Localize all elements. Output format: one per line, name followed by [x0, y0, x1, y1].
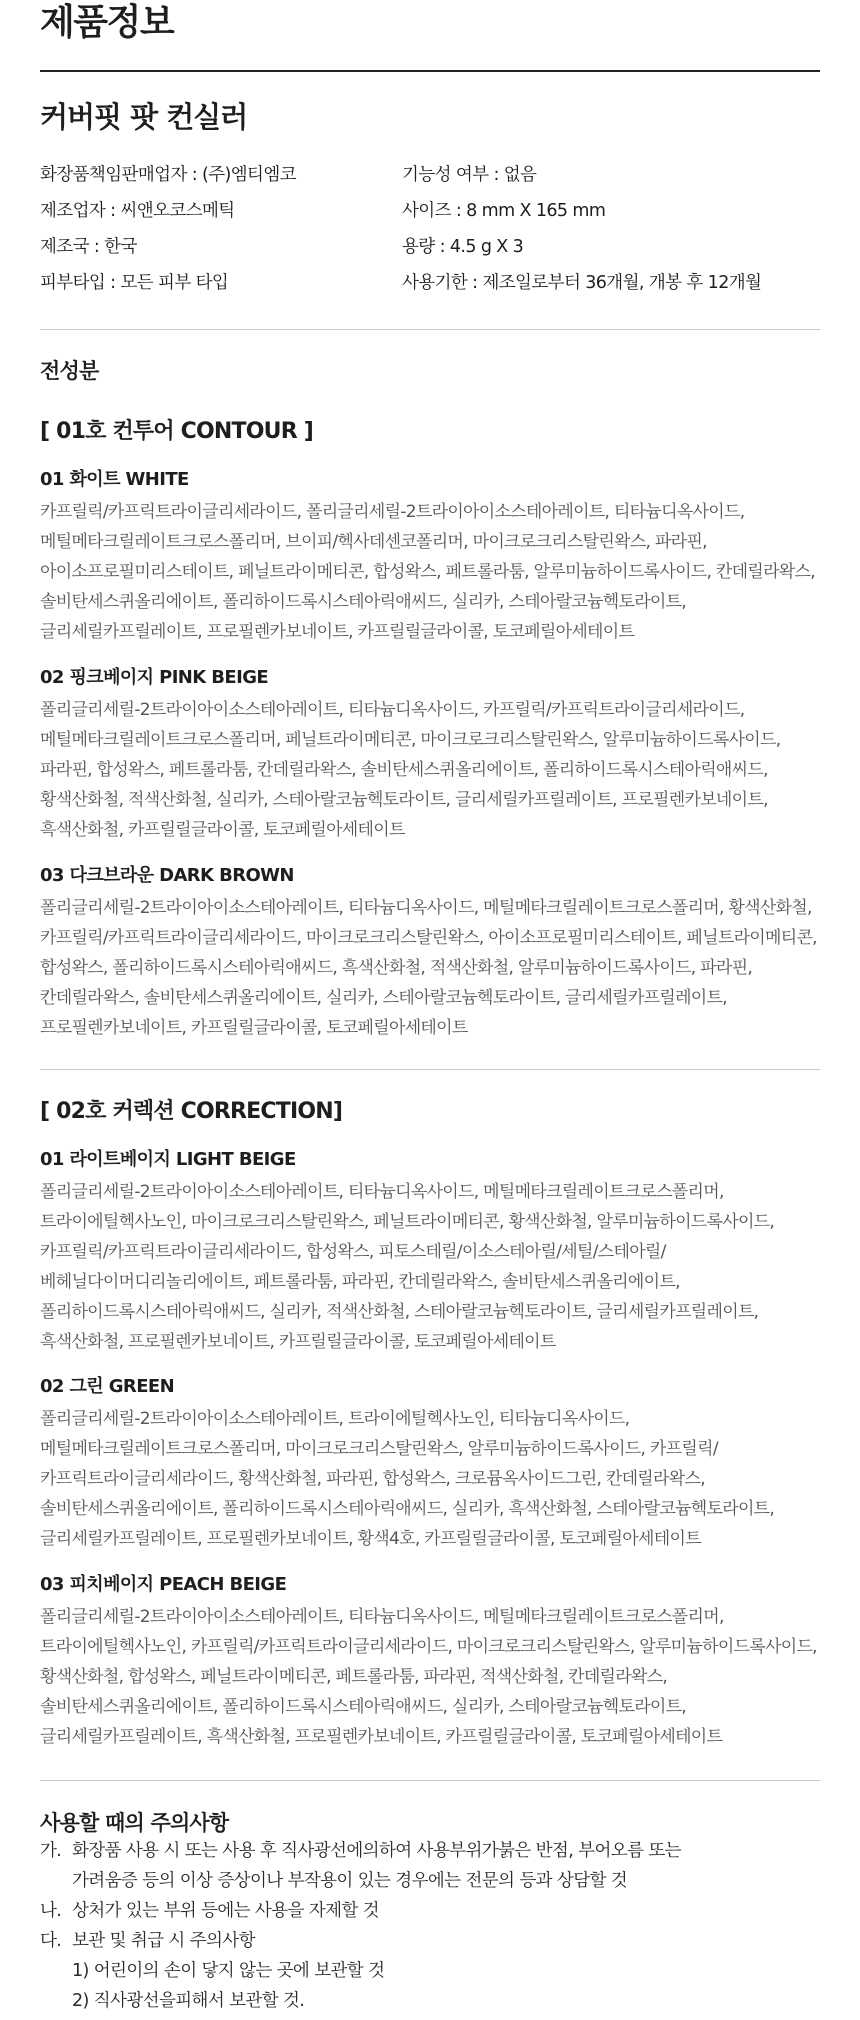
shade-name: 02 그린 GREEN — [40, 1376, 175, 1397]
spec-size: 사이즈 : 8 mm X 165 mm — [402, 201, 606, 221]
ingredient-list: 폴리글리세릴-2트라이아이소스테아레이트, 티타늄디옥사이드, 카프릴릭/카프릭트라이글리세라이드, 메틸메타크릴레이트크로스폴리머, 페닐트라이메티콘, 마이크로크리스탈린왁스, 알루미늄하이드록사이드, 파라핀, 합성왁스, 페트롤라툼, 칸데릴라왁스, 솔비탄세스퀴올리에이트, 폴리하이드록시스테아릭애씨드, 황색산화철, 적색산화철, 실리카, 스테아랄코늄헥토라이트, 글리세릴카프릴레이트, 프로필렌카보네이트, 흑색산화철, 카프릴릴글라이콜, 토코페릴아세테이트 — [40, 700, 781, 840]
spec-expiry: 사용기한 : 제조일로부터 36개월, 개봉 후 12개월 — [402, 273, 762, 293]
spec-country: 제조국 : 한국 — [40, 237, 137, 257]
page-title: 제품정보 — [40, 2, 174, 43]
caution-item — [40, 1896, 820, 1926]
cautions-heading: 사용할 때의 주의사항 — [40, 1811, 229, 1835]
group-title-correction: [ 02호 커렉션 CORRECTION] — [40, 1099, 343, 1124]
group-title-contour: [ 01호 컨투어 CONTOUR ] — [40, 419, 313, 444]
title-divider — [40, 70, 820, 72]
caution-text: 상처가 있는 부위 등에는 사용을 자제할 것 — [72, 1901, 379, 1921]
shade-name: 01 라이트베이지 LIGHT BEIGE — [40, 1149, 296, 1170]
caution-sub-item: 1) 어린이의 손이 닿지 않는 곳에 보관할 것 — [72, 1961, 385, 1981]
caution-sub-item: 2) 직사광선을피해서 보관할 것. — [72, 1991, 305, 2011]
caution-text: 가려움증 등의 이상 증상이나 부작용이 있는 경우에는 전문의 등과 상담할 것 — [72, 1871, 628, 1891]
shade-name: 03 피치베이지 PEACH BEIGE — [40, 1574, 287, 1595]
ingredient-list: 카프릴릭/카프릭트라이글리세라이드, 폴리글리세릴-2트라이아이소스테아레이트, 티타늄디옥사이드, 메틸메타크릴레이트크로스폴리머, 브이피/헥사데센코폴리머, 마이크로크리스탈린왁스, 파라핀, 아이소프로필미리스테이트, 페닐트라이메티콘, 합성왁스, 페트롤라툼, 알루미늄하이드록사이드, 칸데릴라왁스, 솔비탄세스퀴올리에이트, 폴리하이드록시스테아릭애씨드, 실리카, 스테아랄코늄헥토라이트, 글리세릴카프릴레이트, 프로필렌카보네이트, 카프릴릴글라이콜, 토코페릴아세테이트 — [40, 502, 815, 642]
ingredients-heading: 전성분 — [40, 359, 99, 383]
caution-text: 화장품 사용 시 또는 사용 후 직사광선에의하여 사용부위가붉은 반점, 부어오름 또는 — [72, 1841, 681, 1861]
shade-name: 03 다크브라운 DARK BROWN — [40, 865, 294, 886]
caution-marker: 다. — [40, 1931, 62, 1951]
shade-name: 02 핑크베이지 PINK BEIGE — [40, 667, 269, 688]
caution-item — [40, 1926, 820, 1956]
ingredient-list: 폴리글리세릴-2트라이아이소스테아레이트, 티타늄디옥사이드, 메틸메타크릴레이트크로스폴리머, 트라이에틸헥사노인, 마이크로크리스탈린왁스, 페닐트라이메티콘, 황색산화철, 알루미늄하이드록사이드, 카프릴릭/카프릭트라이글리세라이드, 합성왁스, 피토스테릴/이소스테아릴/세틸/스테아릴/베헤닐다이머디리놀리에이트, 페트롤라툼, 파라핀, 칸데릴라왁스, 솔비탄세스퀴올리에이트, 폴리하이드록시스테아릭애씨드, 실리카, 적색산화철, 스테아랄코늄헥토라이트, 글리세릴카프릴레이트, 흑색산화철, 프로필렌카보네이트, 카프릴릴글라이콜, 토코페릴아세테이트 — [40, 1182, 775, 1352]
product-name: 커버핏 팟 컨실러 — [40, 100, 248, 134]
caution-item — [40, 1836, 820, 1896]
divider — [40, 1780, 820, 1781]
caution-marker: 가. — [40, 1841, 62, 1861]
ingredient-list: 폴리글리세릴-2트라이아이소스테아레이트, 티타늄디옥사이드, 메틸메타크릴레이트크로스폴리머, 황색산화철, 카프릴릭/카프릭트라이글리세라이드, 마이크로크리스탈린왁스, 아이소프로필미리스테이트, 페닐트라이메티콘, 합성왁스, 폴리하이드록시스테아릭애씨드, 흑색산화철, 적색산화철, 알루미늄하이드록사이드, 파라핀, 칸데릴라왁스, 솔비탄세스퀴올리에이트, 실리카, 스테아랄코늄헥토라이트, 글리세릴카프릴레이트, 프로필렌카보네이트, 카프릴릴글라이콜, 토코페릴아세테이트 — [40, 898, 817, 1038]
divider — [40, 1069, 820, 1070]
ingredient-list: 폴리글리세릴-2트라이아이소스테아레이트, 티타늄디옥사이드, 메틸메타크릴레이트크로스폴리머, 트라이에틸헥사노인, 카프릴릭/카프릭트라이글리세라이드, 마이크로크리스탈린왁스, 알루미늄하이드록사이드, 황색산화철, 합성왁스, 페닐트라이메티콘, 페트롤라툼, 파라핀, 적색산화철, 칸데릴라왁스, 솔비탄세스퀴올리에이트, 폴리하이드록시스테아릭애씨드, 실리카, 스테아랄코늄헥토라이트, 글리세릴카프릴레이트, 흑색산화철, 프로필렌카보네이트, 카프릴릴글라이콜, 토코페릴아세테이트 — [40, 1607, 817, 1747]
spec-responsible-seller: 화장품책임판매업자 : (주)엠티엠코 — [40, 165, 296, 185]
spec-skin-type: 피부타입 : 모든 피부 타입 — [40, 273, 229, 293]
divider — [40, 329, 820, 330]
spec-manufacturer: 제조업자 : 씨앤오코스메틱 — [40, 201, 235, 221]
cautions-list — [40, 1836, 820, 2016]
caution-text: 보관 및 취급 시 주의사항 — [72, 1931, 255, 1951]
caution-marker: 나. — [40, 1901, 62, 1921]
ingredient-list: 폴리글리세릴-2트라이아이소스테아레이트, 트라이에틸헥사노인, 티타늄디옥사이드, 메틸메타크릴레이트크로스폴리머, 마이크로크리스탈린왁스, 알루미늄하이드록사이드, 카프릴릭/카프릭트라이글리세라이드, 황색산화철, 파라핀, 합성왁스, 크로뮴옥사이드그린, 칸데릴라왁스, 솔비탄세스퀴올리에이트, 폴리하이드록시스테아릭애씨드, 실리카, 흑색산화철, 스테아랄코늄헥토라이트, 글리세릴카프릴레이트, 프로필렌카보네이트, 황색4호, 카프릴릴글라이콜, 토코페릴아세테이트 — [40, 1409, 775, 1549]
spec-functional: 기능성 여부 : 없음 — [402, 165, 537, 185]
spec-volume: 용량 : 4.5 g X 3 — [402, 237, 524, 257]
shade-name: 01 화이트 WHITE — [40, 469, 189, 490]
